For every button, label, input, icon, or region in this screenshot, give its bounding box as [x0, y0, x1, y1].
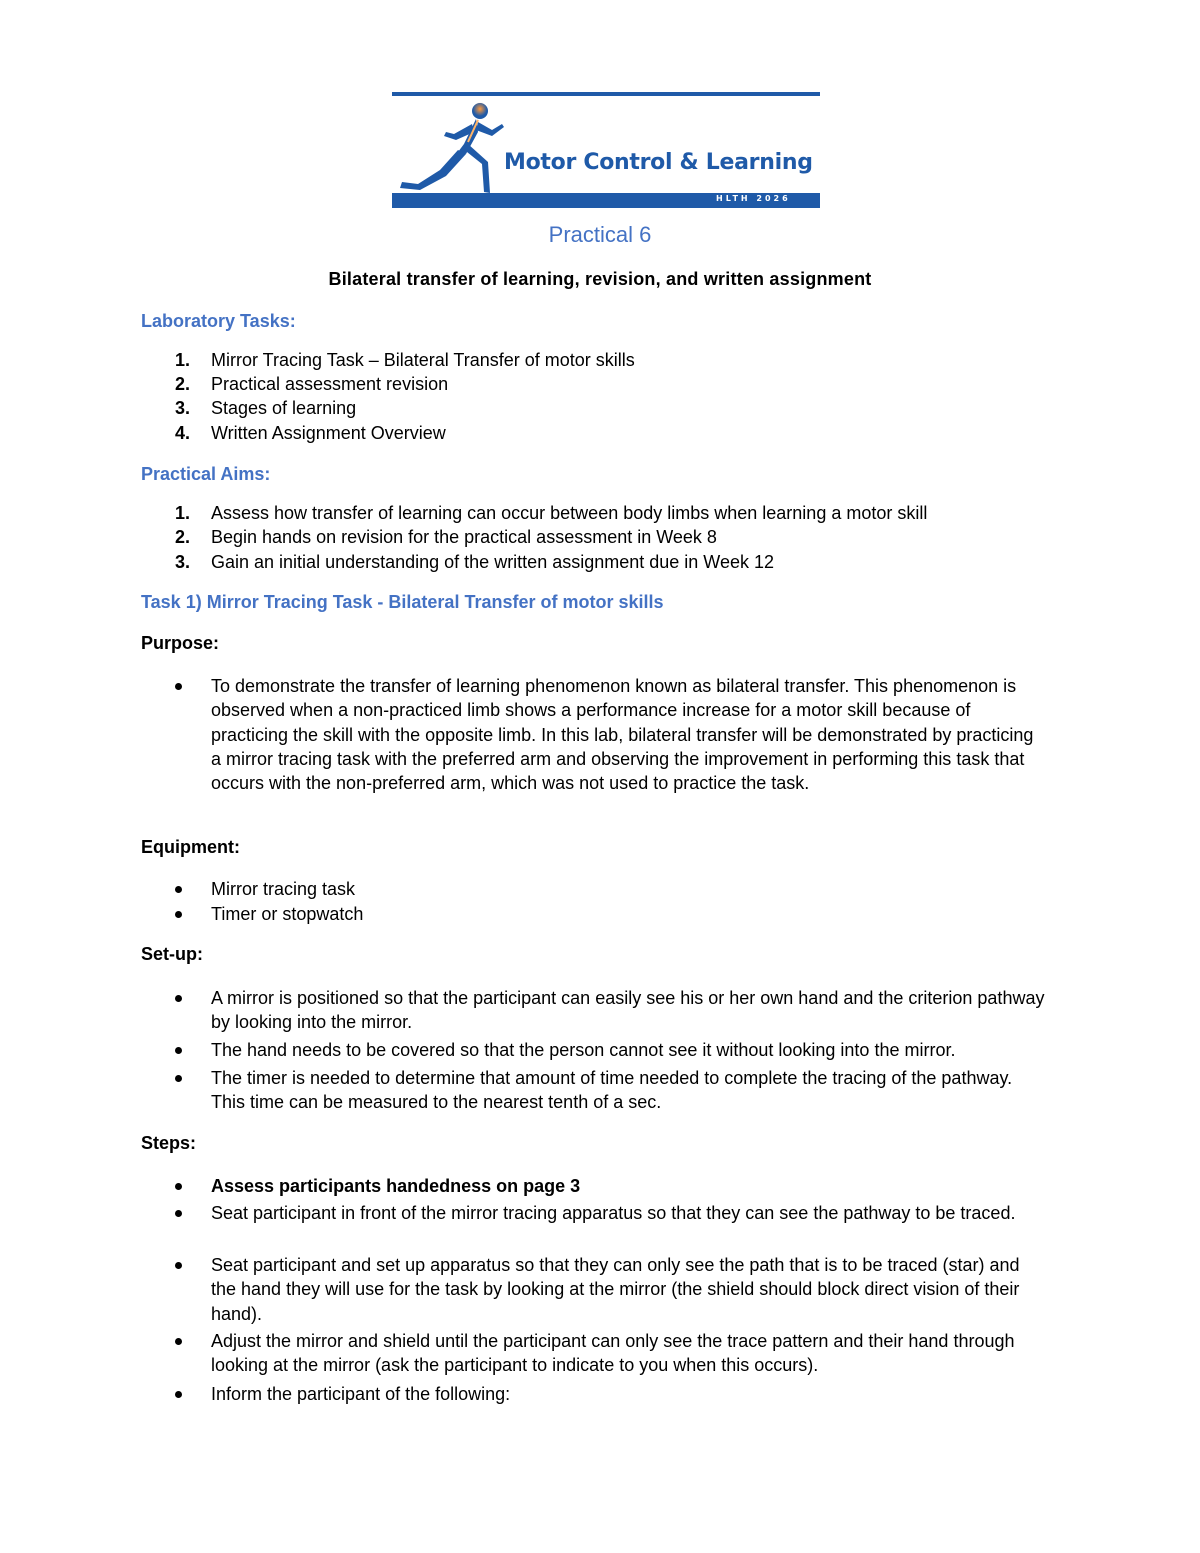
list-number: 2. [175, 527, 191, 547]
setup-heading: Set-up: [141, 944, 203, 964]
list-text: Mirror tracing task [211, 879, 356, 899]
banner-course-code: HLTH 2026 [716, 194, 791, 203]
equipment-heading: Equipment: [141, 837, 240, 857]
list-item [175, 1382, 1045, 1406]
bullet-icon [175, 1075, 182, 1082]
list-text: Stages of learning [211, 398, 357, 418]
list-text: Seat participant and set up apparatus so that they can only see the path that is to be traced (star) and the hand they will use for the task by looking at the mirror (the shield should block direct vision of their hand). [211, 1255, 1020, 1324]
list-text: Begin hands on revision for the practical assessment in Week 8 [211, 527, 717, 547]
list-item [175, 902, 1045, 926]
page-subtitle: Bilateral transfer of learning, revision, and written assignment [328, 269, 872, 289]
bullet-icon [175, 1391, 182, 1398]
list-text: A mirror is positioned so that the participant can easily see his or her own hand and the criterion pathway by looking into the mirror. [211, 988, 1045, 1033]
bullet-icon [175, 1262, 182, 1269]
list-text: Gain an initial understanding of the written assignment due in Week 12 [211, 552, 775, 572]
laboratory-tasks-heading: Laboratory Tasks: [141, 311, 296, 331]
list-number: 2. [175, 374, 191, 394]
practical-aims-heading: Practical Aims: [141, 464, 271, 484]
list-number: 3. [175, 398, 191, 418]
bullet-icon [175, 911, 182, 918]
bullet-icon [175, 886, 182, 893]
banner-title: Motor Control & Learning [504, 150, 813, 175]
running-man-icon [392, 92, 522, 208]
list-number: 3. [175, 552, 191, 572]
list-text: Adjust the mirror and shield until the participant can only see the trace pattern and their hand through looking at the mirror (ask the participant to indicate to you when this occurs). [211, 1331, 1015, 1376]
page-title: Practical 6 [548, 222, 652, 247]
list-item [175, 877, 1045, 901]
task1-heading: Task 1) Mirror Tracing Task - Bilateral Transfer of motor skills [141, 592, 664, 612]
list-item [175, 1201, 1045, 1225]
list-text: Assess how transfer of learning can occur between body limbs when learning a motor skill [211, 503, 928, 523]
list-item [175, 986, 1045, 1035]
bullet-icon [175, 683, 182, 690]
list-text: Timer or stopwatch [211, 904, 364, 924]
list-text: Written Assignment Overview [211, 423, 446, 443]
list-item [175, 674, 1045, 795]
list-text: Inform the participant of the following: [211, 1384, 511, 1404]
list-text: To demonstrate the transfer of learning phenomenon known as bilateral transfer. This phenomenon is observed when a non-practiced limb shows a performance increase for a motor skill because of practicing the skill with the opposite limb. In this lab, bilateral transfer will be demonstrated by practicing a mirror tracing task with the preferred arm and observing the improvement in performing this task that occurs with the non-preferred arm, which was not used to practice the task. [211, 676, 1034, 794]
list-text: Mirror Tracing Task – Bilateral Transfer of motor skills [211, 350, 635, 370]
bullet-icon [175, 1210, 182, 1217]
bullet-icon [175, 1047, 182, 1054]
list-text: Assess participants handedness on page 3 [211, 1176, 581, 1196]
list-text: The timer is needed to determine that amount of time needed to complete the tracing of the pathway. This time can be measured to the nearest tenth of a sec. [211, 1068, 1013, 1113]
list-item [175, 1329, 1045, 1378]
bullet-icon [175, 1183, 182, 1190]
list-number: 4. [175, 423, 191, 443]
list-item [175, 1038, 1045, 1062]
list-text: Practical assessment revision [211, 374, 449, 394]
list-item [175, 1066, 1045, 1115]
list-number: 1. [175, 350, 191, 370]
bullet-icon [175, 995, 182, 1002]
list-item [175, 1174, 1045, 1198]
list-text: The hand needs to be covered so that the person cannot see it without looking into the mirror. [211, 1040, 956, 1060]
bullet-icon [175, 1338, 182, 1345]
steps-heading: Steps: [141, 1133, 197, 1153]
list-number: 1. [175, 503, 191, 523]
purpose-heading: Purpose: [141, 633, 220, 653]
list-item [175, 1253, 1045, 1326]
list-text: Seat participant in front of the mirror tracing apparatus so that they can see the pathway to be traced. [211, 1203, 1016, 1223]
